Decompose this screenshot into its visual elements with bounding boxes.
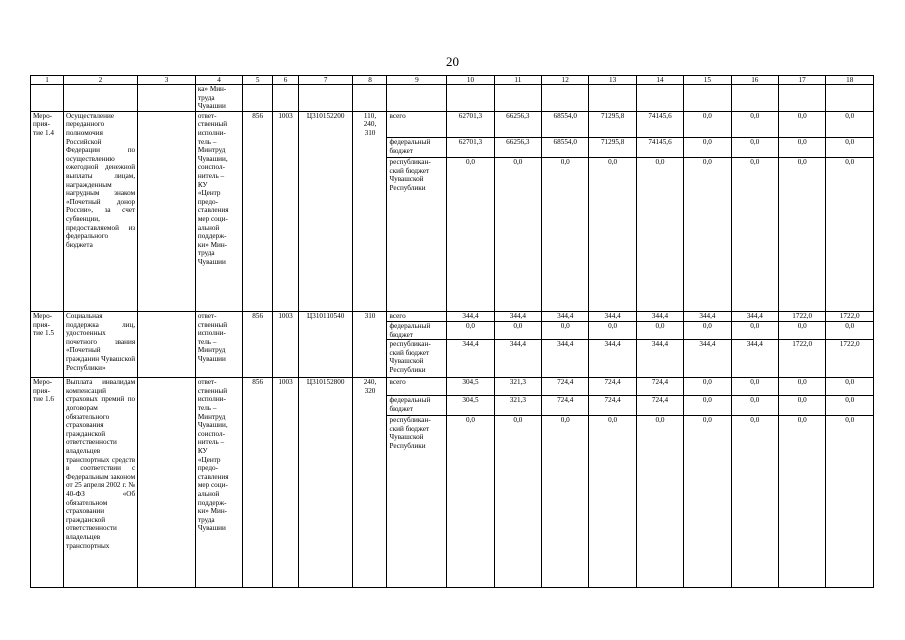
expense-type-code-cell: 110, 240, 310 <box>353 111 387 137</box>
empty-code-cell <box>243 396 273 416</box>
amount-cell: 344,4 <box>636 312 683 322</box>
column-number-cell: 16 <box>731 76 778 85</box>
empty-code-cell <box>353 322 387 340</box>
measure-name-cell: Осуществление переданного полномочия Российской Федерации по осуществлению ежегодной денежной выплаты лицам, награжденным нагрудным знаком «Почетный донор России», за счет субвенции, предоставляемой из федерального бюджета <box>63 111 137 311</box>
table-row <box>31 312 874 322</box>
amount-cell: 0,0 <box>731 322 778 340</box>
empty-code-cell <box>298 138 353 158</box>
empty-cell <box>826 85 874 112</box>
amount-cell: 344,4 <box>684 312 731 322</box>
amount-cell: 0,0 <box>636 158 683 312</box>
empty-cell <box>447 85 494 112</box>
executor-cell: ка» Мин- труда Чувашии <box>195 85 242 112</box>
amount-cell: 1722,0 <box>778 340 825 378</box>
amount-cell: 0,0 <box>542 322 589 340</box>
amount-cell: 0,0 <box>778 416 825 588</box>
column-number-cell: 2 <box>63 76 137 85</box>
table-body <box>31 76 874 588</box>
amount-cell: 71295,8 <box>589 111 636 137</box>
empty-code-cell <box>298 396 353 416</box>
amount-cell: 0,0 <box>826 138 874 158</box>
column-number-cell: 9 <box>387 76 447 85</box>
amount-cell: 344,4 <box>684 340 731 378</box>
section-code-cell: 1003 <box>273 111 299 137</box>
empty-cell <box>684 85 731 112</box>
funding-source-cell: всего <box>387 111 447 137</box>
amount-cell: 0,0 <box>731 111 778 137</box>
column-number-cell: 8 <box>353 76 387 85</box>
measure-id-cell: Меро- прия- тие 1.6 <box>31 378 64 588</box>
section-code-cell: 1003 <box>273 312 299 322</box>
column-number-cell: 6 <box>273 76 299 85</box>
amount-cell: 0,0 <box>684 396 731 416</box>
amount-cell: 0,0 <box>778 158 825 312</box>
empty-code-cell <box>273 416 299 588</box>
column-number-cell: 7 <box>298 76 353 85</box>
empty-code-cell <box>273 138 299 158</box>
target-item-code-cell: Ц310152800 <box>298 378 353 396</box>
amount-cell: 0,0 <box>589 416 636 588</box>
amount-cell: 0,0 <box>684 378 731 396</box>
table-row <box>31 378 874 396</box>
executor-cell: ответ- ственный исполни- тель – Минтруд Чувашии, соиспол- нитель – КУ «Центр предо- ставления мер соци- альной поддерж- ки» Мин- труда Чувашии <box>195 378 242 588</box>
empty-cell <box>589 85 636 112</box>
amount-cell: 344,4 <box>494 312 541 322</box>
amount-cell: 344,4 <box>447 312 494 322</box>
empty-cell <box>636 85 683 112</box>
empty-cell <box>63 85 137 112</box>
amount-cell: 344,4 <box>542 340 589 378</box>
amount-cell: 304,5 <box>447 378 494 396</box>
amount-cell: 62701,3 <box>447 138 494 158</box>
amount-cell: 0,0 <box>636 416 683 588</box>
page-number: 20 <box>446 54 459 69</box>
amount-cell: 0,0 <box>447 416 494 588</box>
column-number-cell: 18 <box>826 76 874 85</box>
amount-cell: 66256,3 <box>494 138 541 158</box>
amount-cell: 0,0 <box>826 111 874 137</box>
amount-cell: 0,0 <box>447 158 494 312</box>
amount-cell: 344,4 <box>494 340 541 378</box>
amount-cell: 344,4 <box>731 312 778 322</box>
amount-cell: 0,0 <box>447 322 494 340</box>
amount-cell: 68554,0 <box>542 111 589 137</box>
expense-type-code-cell: 310 <box>353 312 387 322</box>
amount-cell: 62701,3 <box>447 111 494 137</box>
amount-cell: 0,0 <box>826 322 874 340</box>
measure-id-cell: Меро- прия- тие 1.4 <box>31 111 64 311</box>
amount-cell: 0,0 <box>684 322 731 340</box>
amount-cell: 724,4 <box>589 396 636 416</box>
amount-cell: 724,4 <box>589 378 636 396</box>
empty-cell <box>298 85 353 112</box>
expense-type-code-cell: 240, 320 <box>353 378 387 396</box>
executor-cell: ответ- ственный исполни- тель – Минтруд Чувашии, соиспол- нитель – КУ «Центр предо- ставления мер соци- альной поддерж- ки» Мин- труда Чувашии <box>195 111 242 311</box>
amount-cell: 0,0 <box>778 138 825 158</box>
funding-source-cell: всего <box>387 312 447 322</box>
amount-cell: 724,4 <box>542 396 589 416</box>
amount-cell: 1722,0 <box>826 340 874 378</box>
empty-cell <box>138 378 196 588</box>
empty-code-cell <box>243 322 273 340</box>
amount-cell: 1722,0 <box>826 312 874 322</box>
empty-code-cell <box>298 340 353 378</box>
amount-cell: 0,0 <box>731 158 778 312</box>
empty-code-cell <box>243 340 273 378</box>
continuation-row <box>31 85 874 112</box>
amount-cell: 321,3 <box>494 396 541 416</box>
funding-source-cell: республикан- ский бюджет Чувашской Республики <box>387 416 447 588</box>
empty-cell <box>138 85 196 112</box>
empty-cell <box>243 85 273 112</box>
empty-code-cell <box>243 158 273 312</box>
amount-cell: 68554,0 <box>542 138 589 158</box>
amount-cell: 0,0 <box>494 416 541 588</box>
amount-cell: 0,0 <box>542 416 589 588</box>
empty-code-cell <box>298 158 353 312</box>
empty-code-cell <box>243 138 273 158</box>
empty-code-cell <box>273 396 299 416</box>
amount-cell: 304,5 <box>447 396 494 416</box>
amount-cell: 0,0 <box>542 158 589 312</box>
column-number-cell: 11 <box>494 76 541 85</box>
amount-cell: 0,0 <box>494 322 541 340</box>
amount-cell: 0,0 <box>826 396 874 416</box>
empty-code-cell <box>273 340 299 378</box>
amount-cell: 724,4 <box>542 378 589 396</box>
grbs-code-cell: 856 <box>243 378 273 396</box>
amount-cell: 0,0 <box>589 322 636 340</box>
amount-cell: 0,0 <box>731 378 778 396</box>
executor-cell: ответ- ственный исполни- тель – Минтруд Чувашии <box>195 312 242 378</box>
amount-cell: 0,0 <box>636 322 683 340</box>
amount-cell: 71295,8 <box>589 138 636 158</box>
empty-cell <box>138 111 196 311</box>
section-code-cell: 1003 <box>273 378 299 396</box>
target-item-code-cell: Ц310152200 <box>298 111 353 137</box>
measure-name-cell: Социальная поддержка лиц, удостоенных почетного звания «Почетный гражданин Чувашской Республики» <box>63 312 137 378</box>
column-number-cell: 4 <box>195 76 242 85</box>
amount-cell: 0,0 <box>778 322 825 340</box>
amount-cell: 344,4 <box>636 340 683 378</box>
column-number-cell: 14 <box>636 76 683 85</box>
amount-cell: 0,0 <box>778 111 825 137</box>
empty-cell <box>778 85 825 112</box>
target-item-code-cell: Ц310110540 <box>298 312 353 322</box>
table-row <box>31 111 874 137</box>
grbs-code-cell: 856 <box>243 312 273 322</box>
empty-code-cell <box>353 396 387 416</box>
column-number-cell: 5 <box>243 76 273 85</box>
empty-code-cell <box>353 158 387 312</box>
column-number-cell: 3 <box>138 76 196 85</box>
amount-cell: 0,0 <box>826 378 874 396</box>
funding-source-cell: федеральный бюджет <box>387 322 447 340</box>
amount-cell: 724,4 <box>636 378 683 396</box>
grbs-code-cell: 856 <box>243 111 273 137</box>
column-number-cell: 10 <box>447 76 494 85</box>
empty-cell <box>542 85 589 112</box>
amount-cell: 321,3 <box>494 378 541 396</box>
funding-source-cell: федеральный бюджет <box>387 138 447 158</box>
empty-code-cell <box>298 416 353 588</box>
funding-source-cell: всего <box>387 378 447 396</box>
measure-id-cell: Меро- прия- тие 1.5 <box>31 312 64 378</box>
amount-cell: 66256,3 <box>494 111 541 137</box>
measure-name-cell: Выплата инвалидам компенсаций страховых премий по договорам обязательного страхования гражданской ответственности владельцев транспортных средств в соответствии с Федеральным законом от 25 апреля 2002 г. № 40-ФЗ «Об обязательном страховании гражданской ответственности владельцев транспортных <box>63 378 137 588</box>
budget-table <box>30 75 874 588</box>
amount-cell: 74145,6 <box>636 138 683 158</box>
amount-cell: 344,4 <box>731 340 778 378</box>
amount-cell: 0,0 <box>684 158 731 312</box>
funding-source-cell: республикан- ский бюджет Чувашской Республики <box>387 340 447 378</box>
empty-cell <box>494 85 541 112</box>
amount-cell: 724,4 <box>636 396 683 416</box>
empty-cell <box>353 85 387 112</box>
amount-cell: 0,0 <box>826 158 874 312</box>
empty-cell <box>31 85 64 112</box>
column-number-row <box>31 76 874 85</box>
amount-cell: 0,0 <box>684 138 731 158</box>
amount-cell: 0,0 <box>589 158 636 312</box>
amount-cell: 0,0 <box>778 378 825 396</box>
column-number-cell: 12 <box>542 76 589 85</box>
column-number-cell: 1 <box>31 76 64 85</box>
empty-code-cell <box>353 416 387 588</box>
empty-code-cell <box>353 340 387 378</box>
amount-cell: 1722,0 <box>778 312 825 322</box>
amount-cell: 344,4 <box>589 312 636 322</box>
amount-cell: 74145,6 <box>636 111 683 137</box>
amount-cell: 0,0 <box>731 396 778 416</box>
column-number-cell: 17 <box>778 76 825 85</box>
amount-cell: 0,0 <box>731 138 778 158</box>
empty-code-cell <box>353 138 387 158</box>
empty-cell <box>273 85 299 112</box>
amount-cell: 0,0 <box>778 396 825 416</box>
column-number-cell: 13 <box>589 76 636 85</box>
amount-cell: 344,4 <box>447 340 494 378</box>
amount-cell: 0,0 <box>731 416 778 588</box>
empty-code-cell <box>298 322 353 340</box>
amount-cell: 344,4 <box>589 340 636 378</box>
funding-source-cell: республикан- ский бюджет Чувашской Республики <box>387 158 447 312</box>
empty-cell <box>387 85 447 112</box>
amount-cell: 0,0 <box>684 111 731 137</box>
empty-cell <box>138 312 196 378</box>
amount-cell: 0,0 <box>494 158 541 312</box>
funding-source-cell: федеральный бюджет <box>387 396 447 416</box>
amount-cell: 0,0 <box>826 416 874 588</box>
column-number-cell: 15 <box>684 76 731 85</box>
empty-code-cell <box>273 322 299 340</box>
empty-code-cell <box>273 158 299 312</box>
empty-cell <box>731 85 778 112</box>
empty-code-cell <box>243 416 273 588</box>
amount-cell: 0,0 <box>684 416 731 588</box>
amount-cell: 344,4 <box>542 312 589 322</box>
